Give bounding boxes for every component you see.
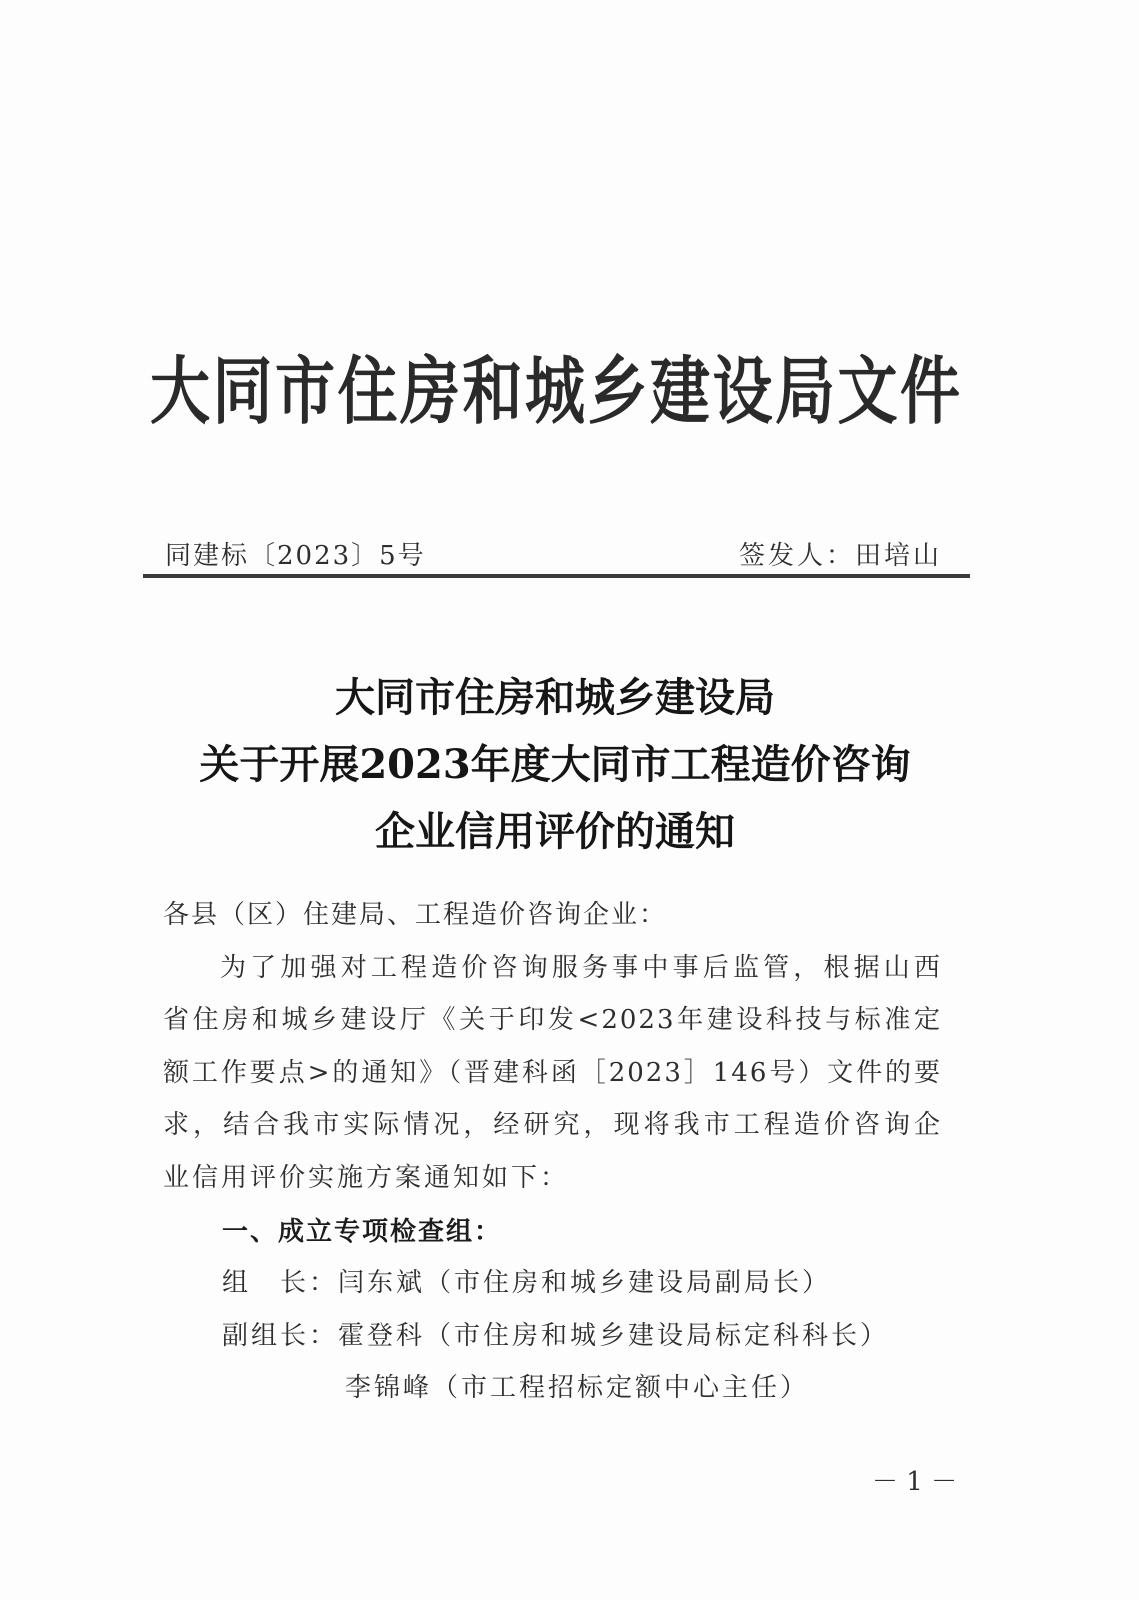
paragraph-line-2: 省住房和城乡建设厅《关于印发<2023年建设科技与标准定 xyxy=(163,1005,942,1035)
member-deputy-2: 李锦峰（市工程招标定额中心主任） xyxy=(345,1373,810,1403)
notice-title-line-3: 企业信用评价的通知 xyxy=(375,808,735,855)
document-number: 同建标〔2023〕5号 xyxy=(165,541,426,571)
section-heading-1: 一、成立专项检查组： xyxy=(222,1217,503,1247)
paragraph-line-3: 额工作要点>的通知》（晋建科函［2023］146号）文件的要 xyxy=(163,1058,942,1088)
notice-title-line-1: 大同市住房和城乡建设局 xyxy=(335,674,775,721)
page-number: － 1 － xyxy=(872,1467,958,1497)
notice-title xyxy=(150,664,960,865)
salutation: 各县（区）住建局、工程造价咨询企业： xyxy=(163,900,668,930)
member-deputy-1: 副组长：霍登科（市住房和城乡建设局标定科科长） xyxy=(222,1321,890,1351)
notice-title-line-2: 关于开展2023年度大同市工程造价咨询 xyxy=(199,741,911,788)
document-signer xyxy=(739,540,942,572)
paragraph-line-5: 业信用评价实施方案通知如下： xyxy=(163,1163,570,1193)
document-header-title: 大同市住房和城乡建设局文件 xyxy=(150,349,960,435)
member-leader: 组 长：闫东斌（市住房和城乡建设局副局长） xyxy=(222,1268,832,1298)
signer-name: 田培山 xyxy=(854,541,942,571)
signer-label: 签发人： xyxy=(738,541,855,571)
paragraph-line-1: 为了加强对工程造价咨询服务事中事后监管，根据山西 xyxy=(220,953,942,983)
header-divider xyxy=(143,574,970,578)
paragraph-line-4: 求，结合我市实际情况，经研究，现将我市工程造价咨询企 xyxy=(163,1110,942,1140)
